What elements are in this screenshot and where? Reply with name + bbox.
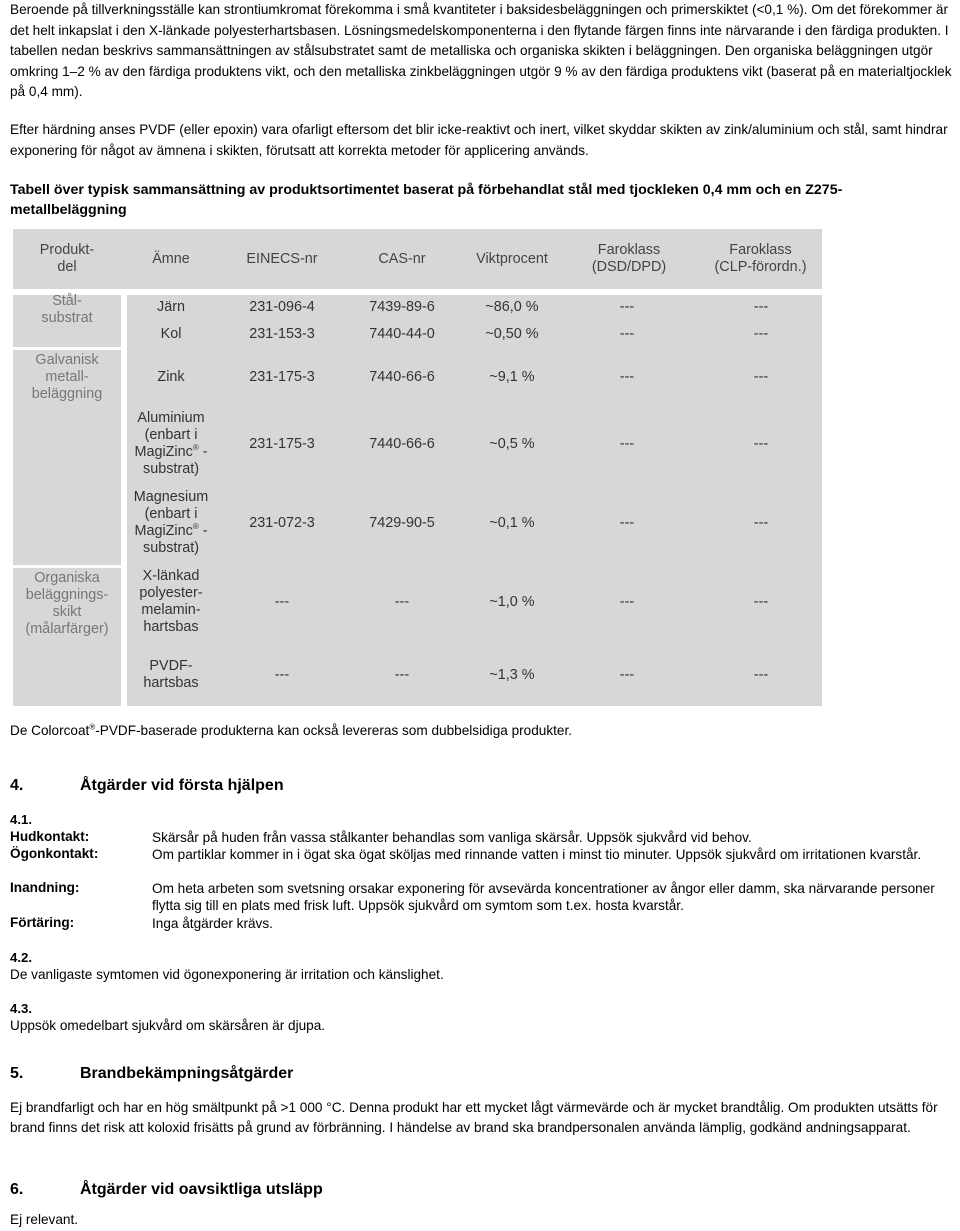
header-cas: CAS-nr	[378, 250, 426, 267]
intro-paragraph-2: Efter härdning anses PVDF (eller epoxin) vara ofarligt eftersom det blir icke-reaktivt och inert, vilket skyddar skikten av zink/aluminium och stål, samt hindrar exponering för något av ämnena i skikten, förutsatt att korrekta metoder för applicering används.	[10, 122, 948, 158]
cell-clp: ---	[753, 435, 769, 452]
group-galv-line2: metall-	[45, 369, 89, 385]
subsection-4-3-text: Uppsök omedelbart sjukvård om skärsåren är djupa.	[10, 1018, 326, 1033]
cell-dsd: ---	[619, 435, 635, 452]
header-einecs: EINECS-nr	[246, 250, 318, 267]
cell-einecs: ---	[274, 593, 290, 610]
substance-line2: (enbart i	[144, 506, 198, 522]
substance-line1: Aluminium	[137, 410, 205, 426]
group-steel-substrate	[13, 291, 121, 349]
group-org-line1: Organiska	[34, 570, 100, 586]
section-number: 4.	[10, 777, 24, 794]
substance-line3	[134, 444, 207, 461]
cell-weight: ~0,50 %	[485, 325, 539, 342]
cell-cas: 7440-44-0	[369, 325, 435, 342]
magizinc-name: MagiZinc	[134, 444, 193, 460]
cell-einecs: ---	[274, 666, 290, 683]
cell-substance: Kol	[160, 325, 182, 342]
subsection-4-3: 4.3.	[10, 1001, 32, 1016]
group-org-line2: beläggnings-	[25, 587, 109, 603]
cell-substance	[127, 405, 215, 483]
cell-weight: ~0,1 %	[489, 514, 535, 531]
substance-line1: PVDF-	[149, 658, 193, 674]
cell-cas: ---	[394, 593, 410, 610]
cell-weight: ~0,5 %	[489, 435, 535, 452]
header-clp-line1: Faroklass	[729, 242, 792, 258]
substance-line4: substrat)	[143, 461, 199, 477]
cell-cas: ---	[394, 666, 410, 683]
section-4-heading	[10, 777, 284, 795]
registered-mark: ®	[192, 522, 199, 532]
group-galvanic-coating	[13, 350, 121, 567]
table-row	[127, 322, 822, 346]
note-text-end: -PVDF-baserade produkterna kan också levereras som dubbelsidiga produkter.	[95, 723, 573, 738]
substance-line1: X-länkad	[142, 568, 200, 584]
group-org-line3: skikt	[52, 604, 82, 620]
substance-line2: (enbart i	[144, 427, 198, 443]
subsection-4-2-text: De vanligaste symtomen vid ögonexponering är irritation och känslighet.	[10, 967, 444, 982]
cell-clp: ---	[753, 368, 769, 385]
cell-dsd: ---	[619, 514, 635, 531]
intro-paragraph-1: Beroende på tillverkningsställe kan strontiumkromat förekomma i små kvantiteter i baksidesbeläggningen och primerskiktet (<0,1 %). Om det förekommer är det helt inkapslat i den X-länkade polyesterhartsbasen. Lösningsmedelskomponenterna i den flytande färgen finns inte närvarande i den färdiga produkten. I tabellen nedan beskrivs sammansättningen av stålsubstratet samt de metalliska och organiska skikten i beläggningen. Den organiska beläggningen utgör omkring 1–2 % av den färdiga produktens vikt, och den metalliska zinkbeläggningen utgör 9 % av den färdiga produktens vikt (baserat på en materialtjocklek på 0,4 mm).	[10, 2, 952, 100]
table-row	[127, 405, 822, 483]
group-galv-line3: beläggning	[31, 386, 103, 402]
cell-clp: ---	[753, 666, 769, 683]
substance-line3	[134, 523, 207, 540]
substance-line2: polyester-	[139, 585, 203, 601]
cell-cas: 7439-89-6	[369, 298, 435, 315]
note-text-start: De Colorcoat	[10, 723, 90, 738]
section-6-heading	[10, 1181, 323, 1199]
group-org-line4: (målarfärger)	[25, 621, 109, 637]
label-ingestion: Förtäring:	[10, 915, 75, 930]
substance-line4: substrat)	[143, 540, 199, 556]
composition-table	[13, 229, 822, 706]
cell-einecs: 231-096-4	[249, 298, 315, 315]
header-substance: Ämne	[152, 250, 190, 267]
cell-dsd: ---	[619, 368, 635, 385]
cell-substance	[127, 484, 215, 562]
substance-line4: hartsbas	[143, 619, 199, 635]
table-row	[127, 484, 822, 562]
text-eye-contact: Om partiklar kommer in i ögat ska ögat sköljas med rinnande vatten i minst tio minuter. Uppsök sjukvård om irritationen kvarstår.	[152, 847, 922, 862]
substance-line2: hartsbas	[143, 675, 199, 691]
substance-dash: -	[202, 444, 208, 460]
section-6-text: Ej relevant.	[10, 1212, 79, 1227]
header-product-part	[13, 229, 121, 289]
text-ingestion: Inga åtgärder krävs.	[152, 916, 273, 931]
cell-cas: 7440-66-6	[369, 435, 435, 452]
cell-einecs: 231-072-3	[249, 514, 315, 531]
magizinc-name: MagiZinc	[134, 523, 193, 539]
cell-einecs: 231-153-3	[249, 325, 315, 342]
section-5-text: Ej brandfarligt och har en hög smältpunkt på >1 000 °C. Denna produkt har ett mycket lågt värmevärde och är mycket brandtålig. Om produkten utsätts för brand finns det risk att koloxid frisätts på grund av förbränning. I händelse av brand ska brandpersonalen använda lämplig, godkänd andningsapparat.	[10, 1100, 938, 1136]
header-dsd-line1: Faroklass	[597, 242, 661, 258]
cell-clp: ---	[753, 298, 769, 315]
section-5-heading	[10, 1065, 293, 1083]
header-weight: Viktprocent	[476, 250, 548, 267]
subsection-4-2: 4.2.	[10, 950, 32, 965]
section-number: 5.	[10, 1065, 24, 1082]
table-caption: Tabell över typisk sammansättning av produktsortimentet baserat på förbehandlat stål med tjockleken 0,4 mm och en Z275-metallbeläggning	[10, 182, 843, 218]
cell-dsd: ---	[619, 298, 635, 315]
table-row	[127, 563, 822, 641]
registered-mark: ®	[89, 722, 96, 732]
cell-clp: ---	[753, 325, 769, 342]
cell-weight: ~9,1 %	[489, 368, 535, 385]
group-galv-line1: Galvanisk	[35, 352, 99, 368]
text-skin-contact: Skärsår på huden från vassa stålkanter behandlas som vanliga skärsår. Uppsök sjukvård vid behov.	[152, 830, 752, 845]
cell-einecs: 231-175-3	[249, 368, 315, 385]
table-row	[127, 295, 822, 319]
cell-clp: ---	[753, 514, 769, 531]
substance-line1: Magnesium	[133, 489, 209, 505]
group-organic-coating	[13, 568, 121, 708]
subsection-4-1: 4.1.	[10, 812, 32, 827]
group-steel-line2: substrat	[41, 310, 93, 326]
header-clp	[703, 229, 818, 289]
cell-substance	[127, 647, 215, 703]
group-steel-line1: Stål-	[52, 293, 82, 309]
header-dsd-line2: (DSD/DPD)	[591, 259, 667, 275]
section-number: 6.	[10, 1181, 24, 1198]
section-title: Åtgärder vid första hjälpen	[80, 777, 284, 794]
cell-substance: Järn	[157, 298, 185, 315]
header-clp-line2: (CLP-förordn.)	[714, 259, 807, 275]
cell-cas: 7440-66-6	[369, 368, 435, 385]
cell-weight: ~86,0 %	[485, 298, 539, 315]
label-skin-contact: Hudkontakt:	[10, 829, 90, 844]
cell-cas: 7429-90-5	[369, 514, 435, 531]
registered-mark: ®	[192, 443, 199, 453]
cell-dsd: ---	[619, 666, 635, 683]
text-inhalation: Om heta arbeten som svetsning orsakar exponering för avsevärda koncentrationer av ångor eller damm, ska närvarande personer flytta sig till en plats med frisk luft. Uppsök sjukvård om symtom som t.ex. hosta kvarstår.	[152, 881, 935, 914]
table-row	[127, 353, 822, 401]
pvdf-note	[10, 723, 572, 738]
cell-weight: ~1,0 %	[489, 593, 535, 610]
substance-dash: -	[202, 523, 208, 539]
cell-substance: Zink	[157, 368, 185, 385]
label-inhalation: Inandning:	[10, 880, 80, 895]
cell-weight: ~1,3 %	[489, 666, 535, 683]
cell-clp: ---	[753, 593, 769, 610]
substance-line3: melamin-	[141, 602, 201, 618]
cell-substance	[127, 563, 215, 641]
cell-einecs: 231-175-3	[249, 435, 315, 452]
label-eye-contact: Ögonkontakt:	[10, 846, 99, 861]
section-title: Åtgärder vid oavsiktliga utsläpp	[80, 1181, 323, 1198]
header-product-part-line2: del	[57, 259, 77, 275]
table-row	[127, 647, 822, 703]
header-dsd	[569, 229, 689, 289]
cell-dsd: ---	[619, 325, 635, 342]
cell-dsd: ---	[619, 593, 635, 610]
section-title: Brandbekämpningsåtgärder	[80, 1065, 294, 1082]
header-product-part-line1: Produkt-	[39, 242, 95, 258]
